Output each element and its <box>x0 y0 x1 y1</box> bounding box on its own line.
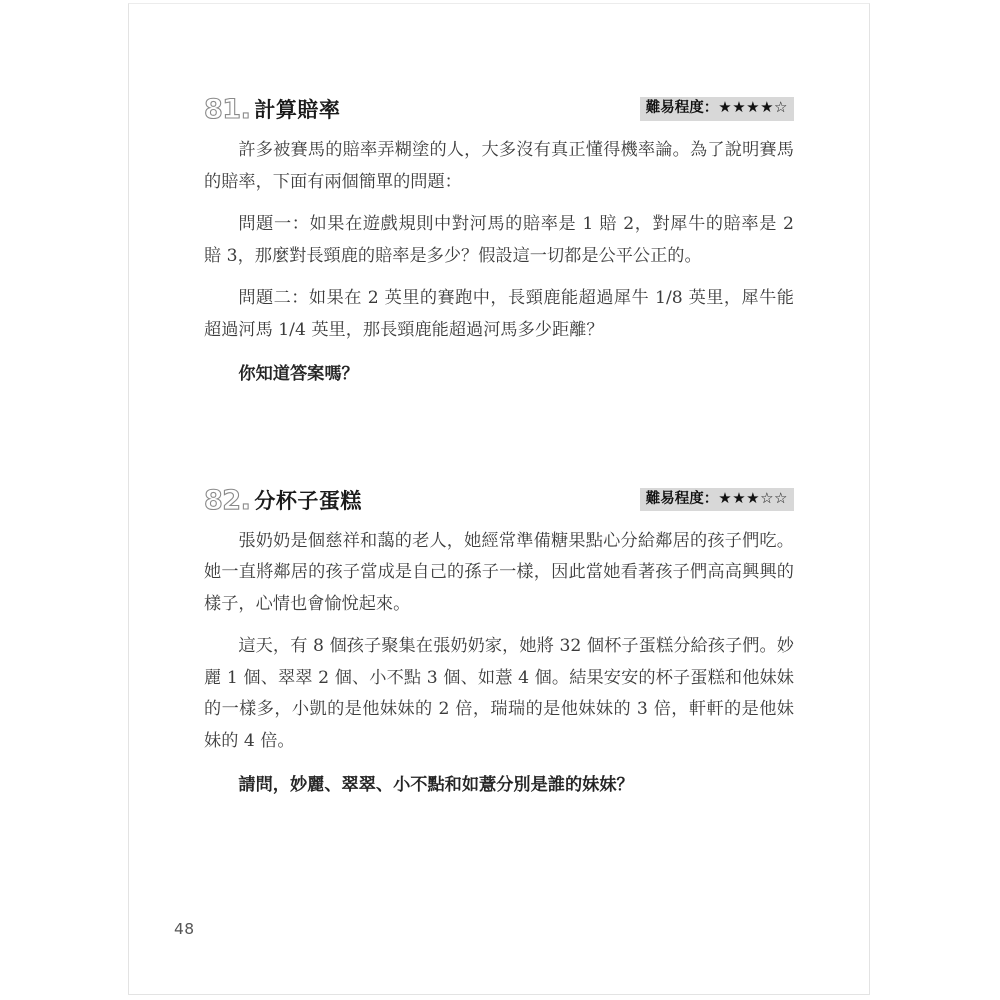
puzzle-section-81 <box>204 92 794 391</box>
difficulty-label-82: 難易程度： <box>645 490 719 507</box>
paragraph-question-two: 問題二：如果在 2 英里的賽跑中，長頸鹿能超過犀牛 1/8 英里，犀牛能超過河馬 1/4 英里，那長頸鹿能超過河馬多少距離？ <box>204 288 794 340</box>
paragraph-prompt: 請問，妙麗、翠翠、小不點和如薏分別是誰的妹妹？ <box>238 775 634 795</box>
section-heading-82 <box>204 485 362 515</box>
paragraph-prompt: 你知道答案嗎？ <box>238 364 359 384</box>
paragraph: 這天，有 8 個孩子聚集在張奶奶家，她將 32 個杯子蛋糕分給孩子們。妙麗 1 個、翠翠 2 個、小不點 3 個、如薏 4 個。結果安安的杯子蛋糕和他妹妹的一樣多，小凱的是他妹妹的 2 倍，瑞瑞的是他妹妹的 3 倍，軒軒的是他妹妹的 4 倍。 <box>204 636 794 751</box>
difficulty-stars-81: ★★★★☆ <box>718 98 788 117</box>
section-heading-81 <box>204 94 340 124</box>
paragraph: 張奶奶是個慈祥和藹的老人，她經常準備糖果點心分給鄰居的孩子們吃。她一直將鄰居的孩子當成是自己的孫子一樣，因此當她看著孩子們高高興興的樣子，心情也會愉悅起來。 <box>204 530 794 614</box>
page-number: 48 <box>174 920 195 938</box>
difficulty-stars-82: ★★★☆☆ <box>718 488 788 507</box>
document-page <box>128 3 870 995</box>
section-header-82 <box>204 483 794 517</box>
section-header-81 <box>204 92 794 126</box>
difficulty-badge-82 <box>640 488 794 511</box>
section-number-82: 82. <box>204 484 251 516</box>
section-title-81: 計算賠率 <box>254 98 341 122</box>
section-title-82: 分杯子蛋糕 <box>254 488 362 513</box>
difficulty-badge-81 <box>640 97 794 120</box>
puzzle-section-82 <box>204 483 794 802</box>
difficulty-label-81: 難易程度： <box>645 100 719 117</box>
paragraph-question-one: 問題一：如果在遊戲規則中對河馬的賠率是 1 賠 2，對犀牛的賠率是 2 賠 3，那麼對長頸鹿的賠率是多少？假設這一切都是公平公正的。 <box>204 214 794 266</box>
paragraph: 許多被賽馬的賠率弄糊塗的人，大多沒有真正懂得機率論。為了說明賽馬的賠率，下面有兩個簡單的問題： <box>204 140 794 192</box>
section-number-81: 81. <box>204 94 251 125</box>
page-content <box>204 92 794 802</box>
